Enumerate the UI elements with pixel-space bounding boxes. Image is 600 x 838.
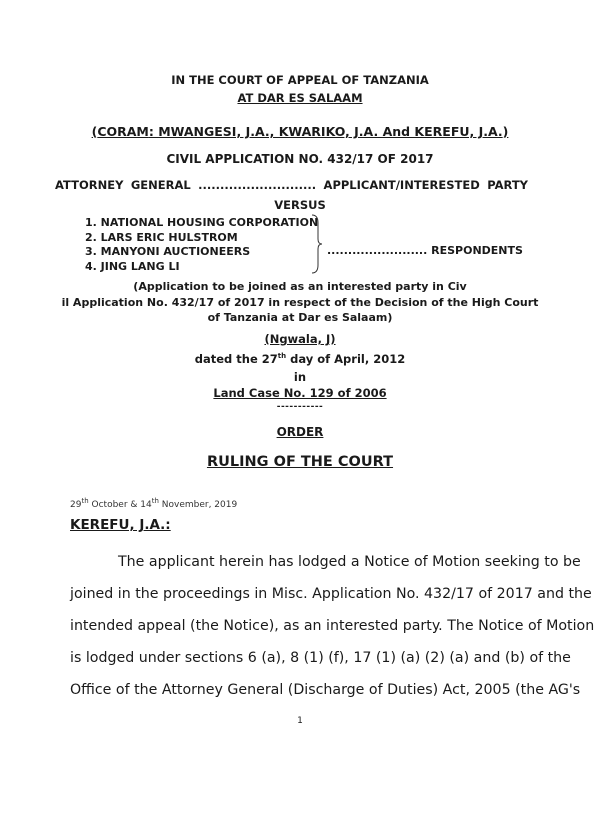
dated-prefix: dated the 27 bbox=[194, 352, 278, 366]
land-case: Land Case No. 129 of 2006 bbox=[213, 386, 387, 400]
date-b-sup: th bbox=[151, 497, 159, 505]
versus-label: VERSUS bbox=[274, 198, 326, 212]
respondent-list bbox=[85, 216, 318, 274]
respondent-1: 1. NATIONAL HOUSING CORPORATION bbox=[85, 216, 319, 229]
application-desc-3: of Tanzania at Dar es Salaam) bbox=[207, 311, 393, 324]
date-a-sup: th bbox=[81, 497, 89, 505]
order-heading bbox=[0, 425, 600, 439]
page-number: 1 bbox=[297, 716, 303, 726]
paragraph-line-3: intended appeal (the Notice), as an interested party. The Notice of Motion bbox=[70, 618, 595, 634]
paragraph-line-5: Office of the Attorney General (Discharge of Duties) Act, 2005 (the AG's bbox=[70, 682, 581, 698]
court-location-text: AT DAR ES SALAAM bbox=[237, 91, 363, 105]
dated-suffix: day of April, 2012 bbox=[286, 352, 406, 366]
dated-sup: th bbox=[277, 352, 287, 361]
date-mid: October & 14 bbox=[88, 500, 152, 510]
paragraph-line-4: is lodged under sections 6 (a), 8 (1) (f), 17 (1) (a) (2) (a) and (b) of the bbox=[70, 650, 571, 666]
respondent-4: 4. JING LANG LI bbox=[85, 259, 180, 273]
application-desc-1: (Application to be joined as an interested party in Civ bbox=[133, 280, 467, 293]
coram-judges: : MWANGESI, J.A., KWARIKO, J.A. And KEREFU, J.A. bbox=[148, 124, 503, 139]
separator: ----------- bbox=[276, 402, 324, 412]
paragraph-line-1: The applicant herein has lodged a Notice of Motion seeking to be bbox=[118, 554, 581, 570]
judge-heading-text: KEREFU, J.A.: bbox=[70, 517, 171, 533]
respondents-label: ........................ RESPONDENTS bbox=[327, 244, 523, 257]
land-case-line bbox=[0, 386, 600, 400]
application-desc-2: il Application No. 432/17 of 2017 in respect of the Decision of the High Court bbox=[61, 296, 539, 309]
coram-text: (CORAM: MWANGESI, J.A., KWARIKO, J.A. And KEREFU, J.A.) bbox=[91, 124, 509, 139]
paragraph-line-2: joined in the proceedings in Misc. Application No. 432/17 of 2017 and the bbox=[70, 586, 592, 602]
applicant-line: ATTORNEY GENERAL ........................... APPLICANT/INTERESTED PARTY bbox=[55, 178, 528, 192]
coram-line bbox=[0, 124, 600, 139]
judge-heading bbox=[70, 517, 171, 533]
ruling-title-text: RULING OF THE COURT bbox=[206, 454, 394, 470]
date-a: 29 bbox=[70, 500, 82, 510]
application-number: CIVIL APPLICATION NO. 432/17 OF 2017 bbox=[166, 152, 434, 166]
date-end: November, 2019 bbox=[158, 500, 238, 510]
respondent-3: 3. MANYONI AUCTIONEERS bbox=[85, 245, 251, 258]
respondent-2: 2. LARS ERIC HULSTROM bbox=[85, 230, 238, 244]
judge-name: (Ngwala, J) bbox=[264, 332, 336, 346]
dated-line bbox=[0, 352, 600, 366]
judge-line bbox=[0, 332, 600, 346]
ruling-title bbox=[0, 454, 600, 470]
ruling-date bbox=[70, 497, 237, 510]
respondents-brace bbox=[310, 213, 324, 275]
order-text: ORDER bbox=[276, 425, 324, 439]
in-line: in bbox=[293, 370, 307, 384]
court-location bbox=[0, 91, 600, 105]
court-title: IN THE COURT OF APPEAL OF TANZANIA bbox=[171, 73, 429, 87]
coram-label: CORAM bbox=[97, 124, 149, 139]
